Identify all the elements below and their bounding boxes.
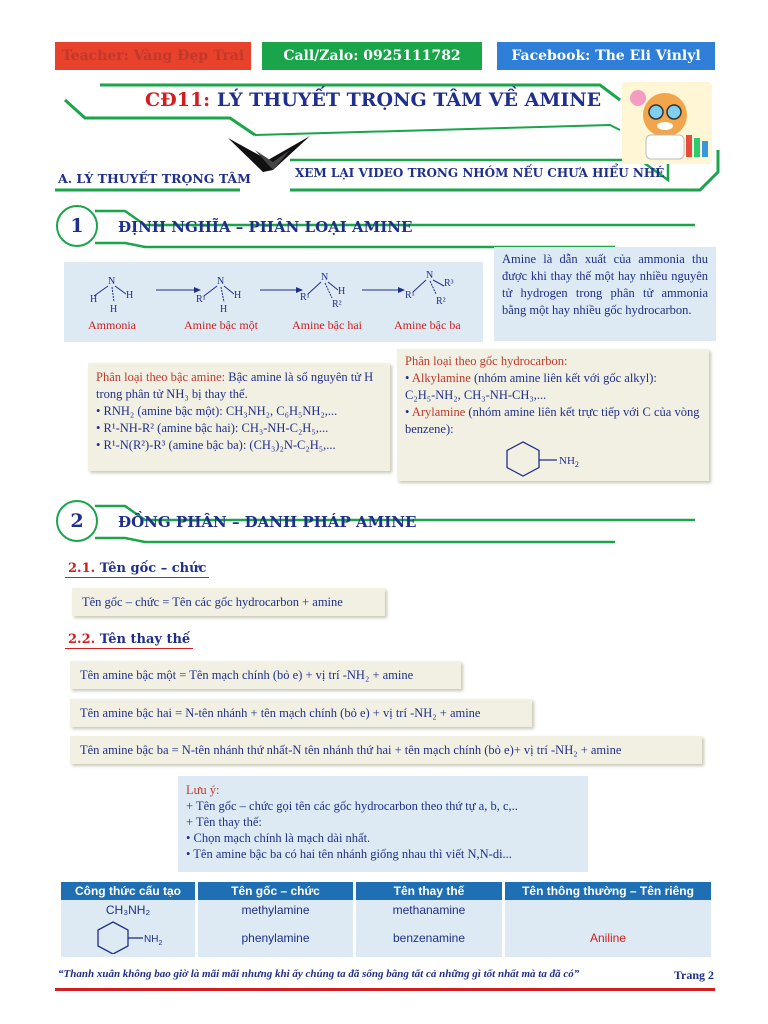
subsection-2-2-heading: 2.2. Tên thay thế <box>68 632 190 647</box>
video-reminder: XEM LẠI VIDEO TRONG NHÓM NẾU CHƯA HIỂU NHÉ <box>295 166 665 180</box>
svg-text:NH2: $NH_2$ <box>559 455 579 469</box>
note-line: • Tên amine bậc ba có hai tên nhánh giống nhau thì viết N,N-di... <box>186 847 512 861</box>
tertiary-amine-rule: Tên amine bậc ba = N-tên nhánh thứ nhất-N tên nhánh thứ hai + tên mạch chính (bỏ e)+ vị trí -NH₂ + amine <box>70 736 702 764</box>
table-cell-common <box>505 900 711 919</box>
section-a-heading: A. LÝ THUYẾT TRỌNG TÂM <box>58 171 251 186</box>
svg-text:H: H <box>90 294 98 305</box>
svg-text:R²: R² <box>332 299 342 310</box>
table-header: Tên thông thường – Tên riêng <box>505 882 711 900</box>
table-row <box>61 900 711 919</box>
svg-text:H: H <box>338 286 346 297</box>
amine-names-table <box>58 882 714 957</box>
table-cell-radical: phenylamine <box>198 919 353 957</box>
amine-definition: Amine là dẫn xuất của ammonia thu được khi thay thế một hay nhiều nguyên tử hydrogen trong phân tử ammonia bằng một hay nhiều gốc hydrocarbon. <box>494 247 716 341</box>
table-header: Tên thay thế <box>356 882 502 900</box>
page-title: CĐ11: LÝ THUYẾT TRỌNG TÂM VỀ AMINE <box>145 89 602 111</box>
primary-amine-rule: Tên amine bậc một = Tên mạch chính (bỏ e) + vị trí -NH₂ + amine <box>70 661 461 689</box>
degree-item-secondary: • R¹-NH-R² (amine bậc hai): CH₃-NH-C₂H₅,... <box>96 421 329 435</box>
classification-by-degree <box>88 363 390 471</box>
molecule-label-tertiary: Amine bậc ba <box>394 318 461 332</box>
footer-quote: “Thanh xuân không bao giờ là mãi mãi nhưng khi ấy chúng ta đã sống bằng tất cả những gì tốt nhất mà ta đã có” <box>58 968 580 980</box>
svg-text:NH2: $NH_2$ <box>144 933 163 947</box>
note-box <box>178 776 588 872</box>
table-cell-formula: CH₃NH₂ <box>61 900 195 919</box>
subsection-2-1-heading: 2.1. Tên gốc – chức <box>68 561 206 576</box>
table-row <box>61 919 711 957</box>
note-line: + Tên thay thế: <box>186 815 262 829</box>
scientist-mascot-illustration <box>620 80 714 166</box>
degree-heading: Phân loại theo bậc amine: <box>96 370 226 384</box>
svg-text:N: N <box>426 270 434 281</box>
note-heading: Lưu ý: <box>186 783 220 797</box>
svg-text:H: H <box>220 304 228 315</box>
table-cell-substitutive: benzenamine <box>356 919 502 957</box>
section2-number: 2 <box>56 500 98 542</box>
table-cell-radical: methylamine <box>198 900 353 919</box>
svg-text:H: H <box>234 290 242 301</box>
svg-text:R³: R³ <box>444 278 454 289</box>
svg-text:H: H <box>126 290 134 301</box>
table-header: Công thức cấu tạo <box>61 882 195 900</box>
radical-functional-formula: Tên gốc – chức = Tên các gốc hydrocarbon + amine <box>72 588 385 616</box>
molecule-label-secondary: Amine bậc hai <box>292 318 362 332</box>
degree-intro: Phân loại theo bậc amine: Bậc amine là số nguyên tử H trong phân tử NH₃ bị thay thế. <box>96 370 374 401</box>
table-header: Tên gốc – chức <box>198 882 353 900</box>
degree-item-primary: • RNH₂ (amine bậc một): CH₃NH₂, C₆H₅NH₂,... <box>96 404 338 418</box>
section1-number: 1 <box>56 205 98 247</box>
radical-heading: Phân loại theo gốc hydrocarbon: <box>405 354 568 368</box>
note-line: • Chọn mạch chính là mạch dài nhất. <box>186 831 371 845</box>
table-cell-common: Aniline <box>505 919 711 957</box>
table-cell-substitutive: methanamine <box>356 900 502 919</box>
section1-title: ĐỊNH NGHĨA – PHÂN LOẠI AMINE <box>118 218 413 236</box>
table-cell-formula <box>61 919 195 957</box>
svg-text:R¹: R¹ <box>405 290 415 301</box>
page-number: Trang 2 <box>673 968 714 982</box>
section2-title: ĐỒNG PHÂN – DANH PHÁP AMINE <box>118 513 417 531</box>
teacher-banner: Teacher: Vàng Đẹp Trai <box>55 42 251 70</box>
molecule-label-ammonia: Ammonia <box>88 318 136 332</box>
table-header-row <box>61 882 711 900</box>
aniline-structure <box>505 441 595 479</box>
amine-structure-diagram <box>64 262 483 322</box>
molecule-label-primary: Amine bậc một <box>184 318 258 332</box>
svg-text:N: N <box>321 272 329 283</box>
footer-divider <box>55 988 715 991</box>
degree-item-tertiary: • R¹-N(R²)-R³ (amine bậc ba): (CH₃)₂N-C₂H₅,... <box>96 438 336 452</box>
svg-text:R¹: R¹ <box>300 292 310 303</box>
arylamine-line: • Arylamine (nhóm amine liên kết trực tiếp với C của vòng benzene): <box>405 405 700 436</box>
svg-text:R²: R² <box>436 296 446 307</box>
aniline-structure <box>83 920 173 954</box>
alkylamine-example: C₂H₅-NH₂, CH₃-NH-CH₃,... <box>405 388 547 402</box>
svg-text:H: H <box>110 304 118 315</box>
note-line: + Tên gốc – chức gọi tên các gốc hydrocarbon theo thứ tự a, b, c,.. <box>186 799 518 813</box>
contact-banner: Call/Zalo: 0925111782 <box>262 42 482 70</box>
svg-text:N: N <box>217 276 225 287</box>
alkylamine-line: • Alkylamine (nhóm amine liên kết với gốc alkyl): <box>405 371 657 385</box>
svg-text:R¹: R¹ <box>196 294 206 305</box>
facebook-banner: Facebook: The Eli Vinlyl <box>497 42 715 70</box>
svg-text:N: N <box>108 276 116 287</box>
secondary-amine-rule: Tên amine bậc hai = N-tên nhánh + tên mạch chính (bỏ e) + vị trí -NH₂ + amine <box>70 699 532 727</box>
